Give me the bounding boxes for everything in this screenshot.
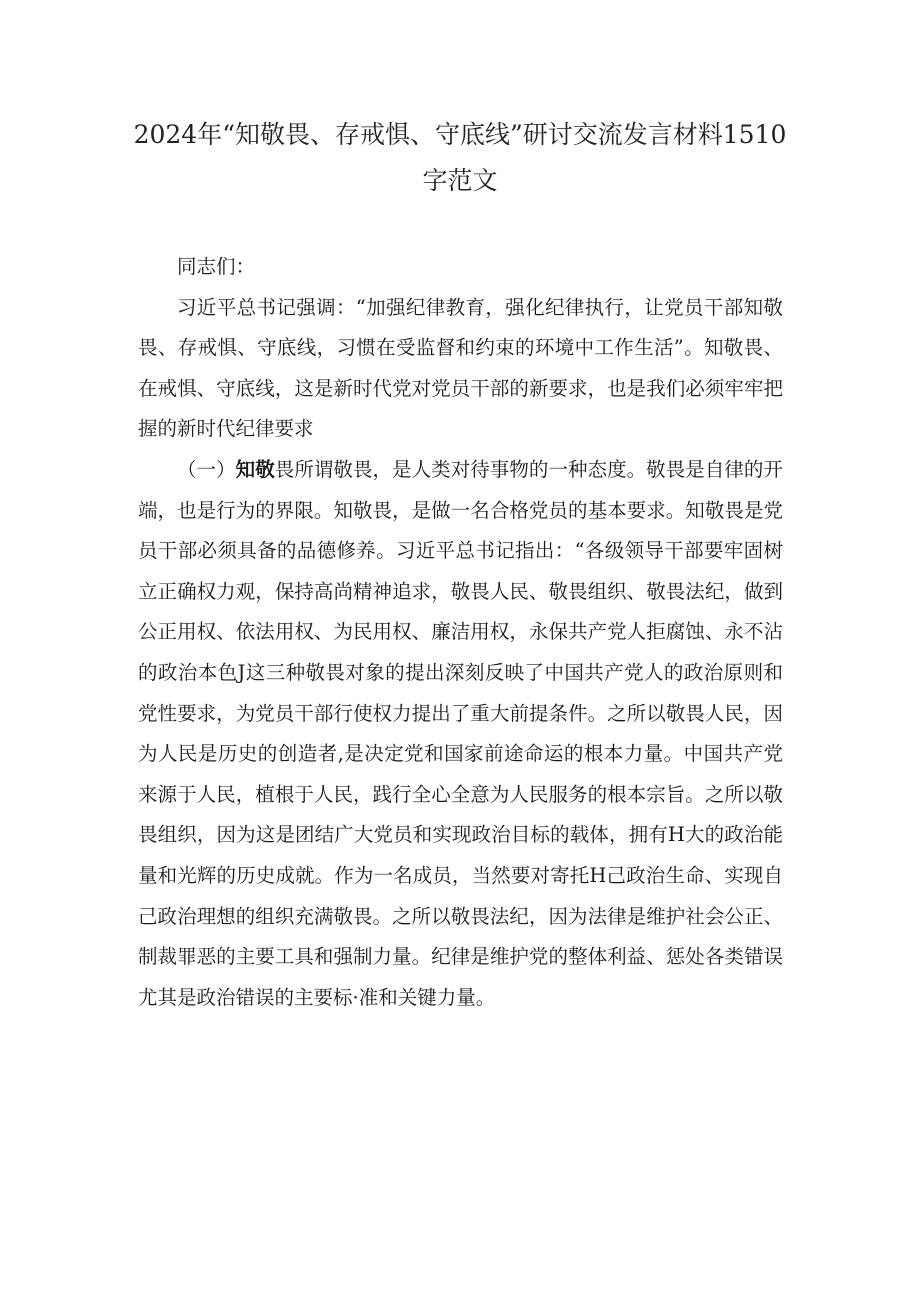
salutation: 同志们： [177,255,256,278]
section-prefix: （一） [177,457,236,481]
paragraph-1: 习近平总书记强调：“加强纪律教育，强化纪律执行，让党员干部知敬畏、存戒惧、守底线，习惯在受监督和约束的环境中工作生活”。知敬畏、在戒惧、守底线，这是新时代党对党员干部的新要求，也是我们必须牢牢把握的新时代纪律要求 [138,295,783,441]
document-body [138,247,783,1018]
document-title: 2024年“知敬畏、存戒惧、守底线”研讨交流发言材料1510字范文 [133,120,787,195]
paragraph-2 [138,450,783,1018]
paragraph-2-text: 畏所谓敬畏，是人类对待事物的一种态度。敬畏是自律的开端，也是行为的界限。知敬畏，是做一名合格党员的基本要求。知敬畏是党员干部必须具备的品德修养。习近平总书记指出：“各级领导干部要牢固树立正确权力观，保持高尚精神追求，敬畏人民、敬畏组织、敬畏法纪，做到公正用权、依法用权、为民用权、廉洁用权，永保共产党人拒腐蚀、永不沾的政治本色J这三种敬畏对象的提出深刻反映了中国共产党人的政治原则和党性要求，为党员干部行使权力提出了重大前提条件。之所以敬畏人民，因为人民是历史的创造者,是决定党和国家前途命运的根本力量。中国共产党来源于人民，植根于人民，践行全心全意为人民服务的根本宗旨。之所以敬畏组织，因为这是团结广大党员和实现政治目标的载体，拥有H大的政治能量和光辉的历史成就。作为一名成员，当然要对寄托H己政治生命、实现自己政治理想的组织充满敬畏。之所以敬畏法纪，因为法律是维护社会公正、制裁罪恶的主要工具和强制力量。纪律是维护党的整体利益、惩处各类错误尤其是政治错误的主要标·准和关键力量。 [138,457,783,1009]
section-heading: 知敬 [235,457,275,481]
